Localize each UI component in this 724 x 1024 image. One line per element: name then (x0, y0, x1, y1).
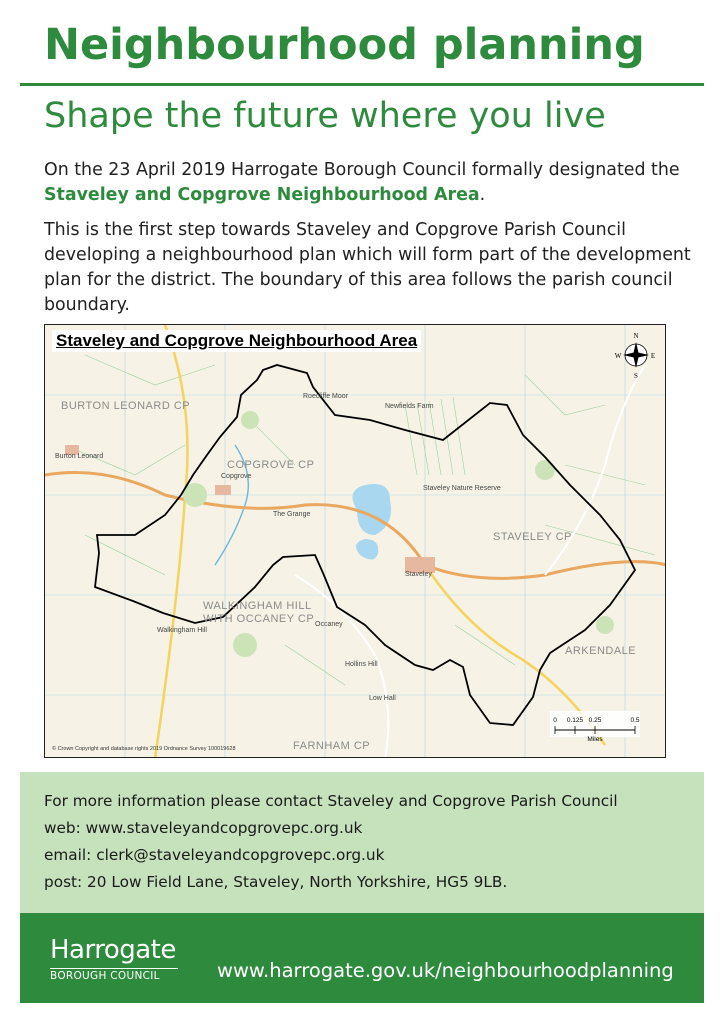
page-subtitle: Shape the future where you live (44, 96, 606, 136)
intro-text-before: On the 23 April 2019 Harrogate Borough Council formally designated the (44, 160, 680, 180)
label-staveley-cp: STAVELEY CP (493, 531, 572, 543)
page-title: Neighbourhood planning (44, 20, 645, 70)
compass-e: E (650, 352, 656, 360)
label-walkingham-cp-2: WITH OCCANEY CP (203, 613, 315, 625)
map-roads (45, 325, 666, 758)
label-occaney: Occaney (315, 621, 343, 628)
scale-tick-0125: 0.125 (566, 717, 584, 724)
footer-website-link[interactable]: www.harrogate.gov.uk/neighbourhoodplanning (217, 959, 674, 982)
compass-rose-icon (623, 342, 649, 368)
label-copgrove-cp: COPGROVE CP (227, 459, 315, 471)
label-hollins-hill: Hollins Hill (345, 661, 378, 668)
label-walkingham-cp: WALKINGHAM HILL (203, 600, 312, 612)
map-pond (356, 539, 378, 560)
label-roecliffe-moor: Roecliffe Moor (303, 393, 349, 400)
label-staveley: Staveley (405, 571, 432, 578)
label-arkendale: ARKENDALE (565, 645, 637, 657)
compass-n: N (633, 332, 639, 340)
label-farnham-cp: FARNHAM CP (293, 740, 371, 752)
council-logo-subtitle: BOROUGH COUNCIL (50, 970, 160, 982)
footer-banner (20, 913, 704, 1003)
intro-text-after: . (479, 185, 486, 205)
council-logo-divider (50, 968, 178, 969)
compass-w: W (614, 352, 622, 360)
neighbourhood-area-map (44, 324, 666, 758)
contact-heading: For more information please contact Staveley and Copgrove Parish Council (44, 792, 618, 810)
contact-web[interactable]: web: www.staveleyandcopgrovepc.org.uk (44, 819, 363, 837)
title-divider (20, 83, 704, 86)
scale-unit: Miles (587, 736, 603, 743)
map-copyright: © Crown Copyright and database rights 2019 Ordnance Survey 100019628 (52, 746, 236, 752)
label-copgrove: Copgrove (221, 473, 252, 480)
neighbourhood-area-highlight: Staveley and Copgrove Neighbourhood Area (44, 185, 480, 205)
map-canvas (45, 325, 666, 758)
intro-paragraph-designation (44, 158, 704, 208)
label-the-grange: The Grange (273, 511, 311, 518)
council-logo-name: Harrogate (50, 935, 176, 965)
label-burton-leonard-cp: BURTON LEONARD CP (61, 400, 191, 412)
label-newfields: Newfields Farm (385, 403, 434, 410)
scale-tick-0: 0 (553, 717, 557, 724)
contact-post: post: 20 Low Field Lane, Staveley, North Yorkshire, HG5 9LB. (44, 873, 508, 891)
label-low-hall: Low Hall (369, 695, 396, 702)
compass-s: S (634, 372, 638, 380)
label-walkingham-hill: Walkingham Hill (157, 627, 207, 634)
scale-tick-05: 0.5 (630, 717, 640, 724)
scale-bar (550, 711, 640, 737)
label-burton-leonard: Burton Leonard (55, 453, 104, 460)
map-grid (45, 325, 666, 758)
map-title: Staveley and Copgrove Neighbourhood Area (52, 330, 421, 352)
scale-tick-025: 0.25 (588, 717, 602, 724)
intro-paragraph-plan: This is the first step towards Staveley and Copgrove Parish Council developing a neighbourhood plan which will form part of the development plan for the district. The boundary of this area follows the parish council boundary. (44, 220, 691, 315)
contact-panel (20, 772, 704, 913)
contact-email[interactable]: email: clerk@staveleyandcopgrovepc.org.uk (44, 846, 385, 864)
label-staveley-nature: Staveley Nature Reserve (423, 485, 501, 492)
